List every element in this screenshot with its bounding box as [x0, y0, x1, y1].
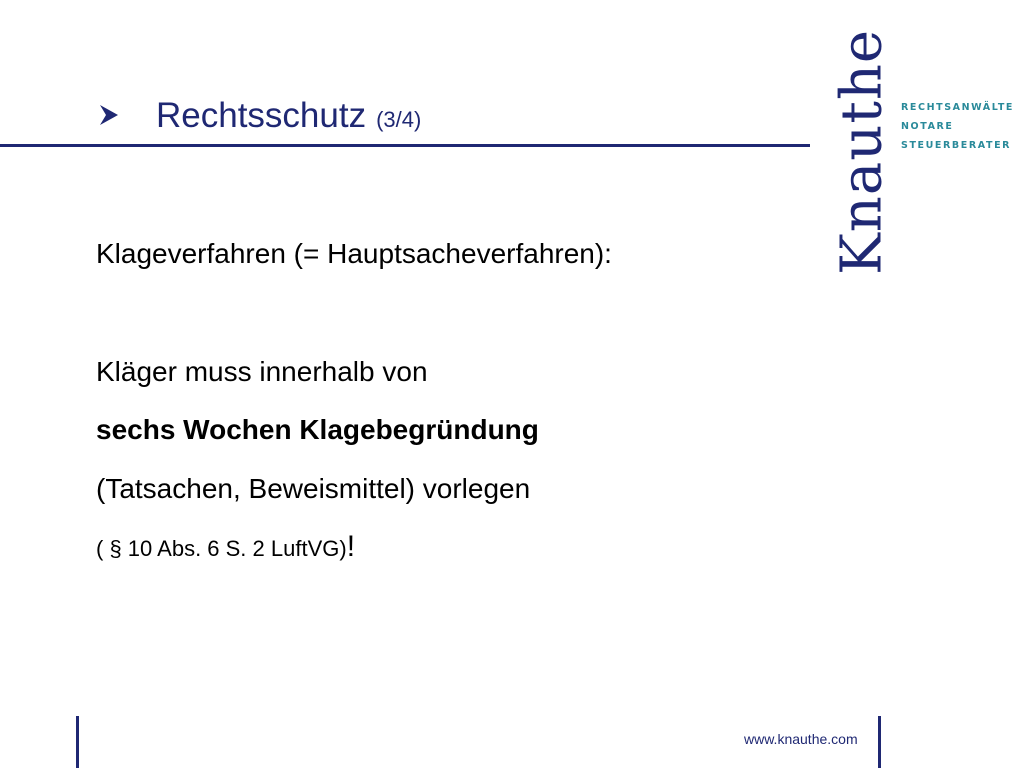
legal-reference-exclamation: ! — [346, 530, 356, 563]
content-heading: Klageverfahren (= Hauptsacheverfahren): — [96, 238, 612, 269]
legal-reference: ( § 10 Abs. 6 S. 2 LuftVG) — [96, 536, 347, 561]
footer-website-link[interactable]: www.knauthe.com — [744, 731, 858, 747]
content-line-4 — [96, 530, 355, 564]
title-underline — [0, 144, 810, 147]
logo-wordmark: Knauthe — [829, 28, 895, 276]
content-line-2-bold: sechs Wochen Klagebegründung — [96, 414, 539, 445]
footer-divider-right — [878, 716, 881, 768]
logo-line-rechtsanwaelte: RECHTSANWÄLTE — [901, 102, 1015, 113]
page-title: Rechtsschutz — [156, 96, 367, 135]
slide-title-row — [98, 96, 421, 136]
footer-divider-left — [76, 716, 79, 768]
content-line-3: (Tatsachen, Beweismittel) vorlegen — [96, 473, 531, 504]
logo-line-notare: NOTARE — [901, 121, 954, 132]
arrow-bullet-icon — [98, 103, 156, 127]
content-line-1: Kläger muss innerhalb von — [96, 356, 428, 387]
logo-tagline — [901, 98, 1014, 155]
logo-line-steuerberater: STEUERBERATER — [901, 140, 1012, 151]
page-title-suffix: (3/4) — [376, 107, 422, 132]
